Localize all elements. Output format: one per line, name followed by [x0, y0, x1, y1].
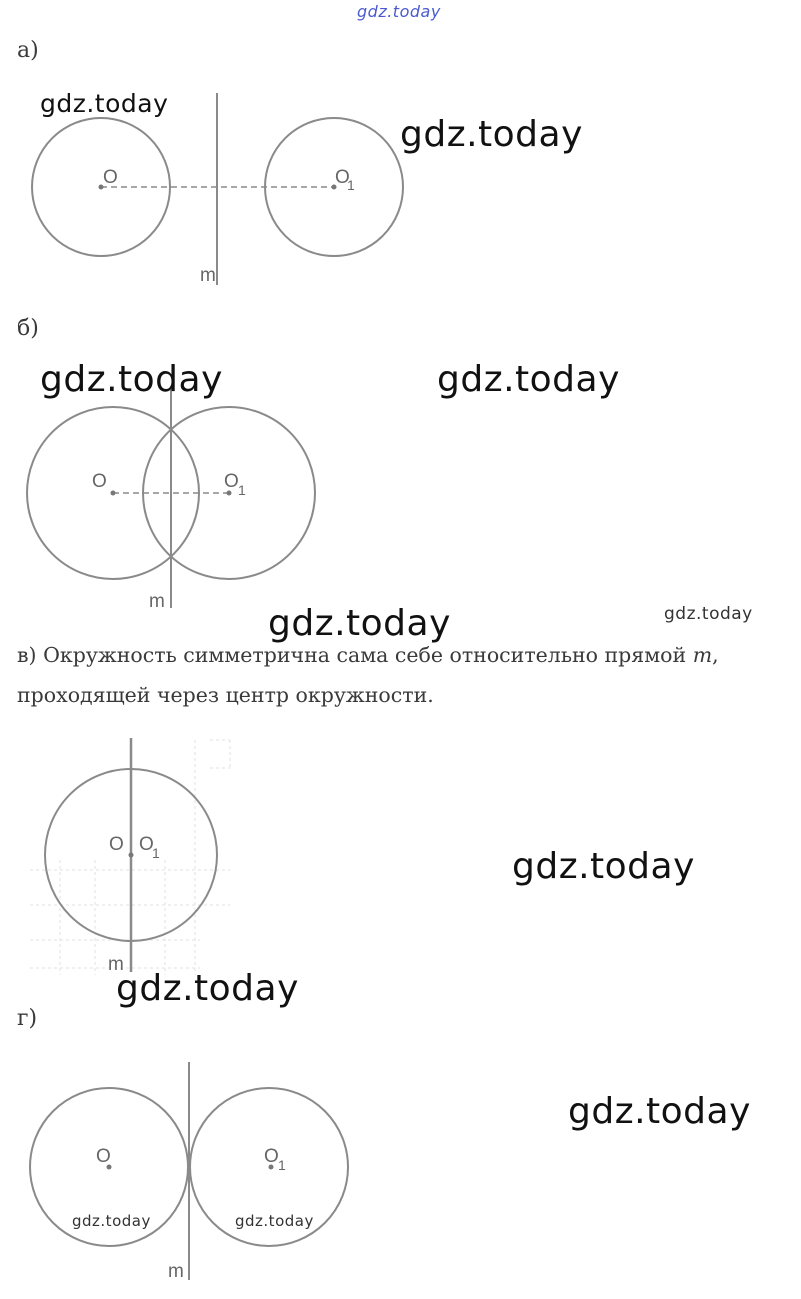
part-g-label: г): [17, 1006, 38, 1031]
label-o1: O: [335, 167, 350, 188]
part-v-text-line2: проходящей через центр окружности.: [17, 683, 434, 707]
label-o1: O: [224, 471, 239, 492]
watermark: gdz.today: [568, 1091, 751, 1132]
watermark: gdz.today: [40, 359, 223, 400]
part-v-var: m: [692, 643, 713, 667]
watermark: gdz.today: [72, 1212, 151, 1230]
watermark: gdz.today: [116, 968, 299, 1009]
watermark: gdz.today: [437, 359, 620, 400]
label-o: O: [103, 167, 118, 188]
label-o: O: [92, 471, 107, 492]
label-o: O: [96, 1146, 111, 1167]
watermark: gdz.today: [400, 114, 583, 155]
watermark: gdz.today: [235, 1212, 314, 1230]
label-m: m: [149, 591, 165, 612]
label-o1-sub: 1: [278, 1157, 286, 1173]
part-v-text-before: Окружность симметрична сама себе относительно прямой: [43, 643, 693, 667]
label-o1-sub: 1: [152, 845, 160, 861]
label-o: O: [109, 834, 124, 855]
label-o1: O: [139, 834, 154, 855]
part-a-label: а): [17, 38, 39, 63]
watermark: gdz.today: [512, 846, 695, 887]
label-m: m: [108, 954, 124, 975]
label-o1: O: [264, 1146, 279, 1167]
watermark: gdz.today: [664, 604, 753, 624]
part-b-label: б): [17, 316, 39, 341]
label-o1-sub: 1: [238, 482, 246, 498]
part-v-label: в): [17, 643, 37, 667]
label-m: m: [200, 265, 216, 286]
label-m: m: [168, 1261, 184, 1282]
part-v-text-after: ,: [712, 643, 719, 667]
watermark: gdz.today: [40, 89, 169, 118]
watermark-top: gdz.today: [357, 2, 441, 21]
watermark: gdz.today: [268, 603, 451, 644]
label-o1-sub: 1: [347, 177, 355, 193]
